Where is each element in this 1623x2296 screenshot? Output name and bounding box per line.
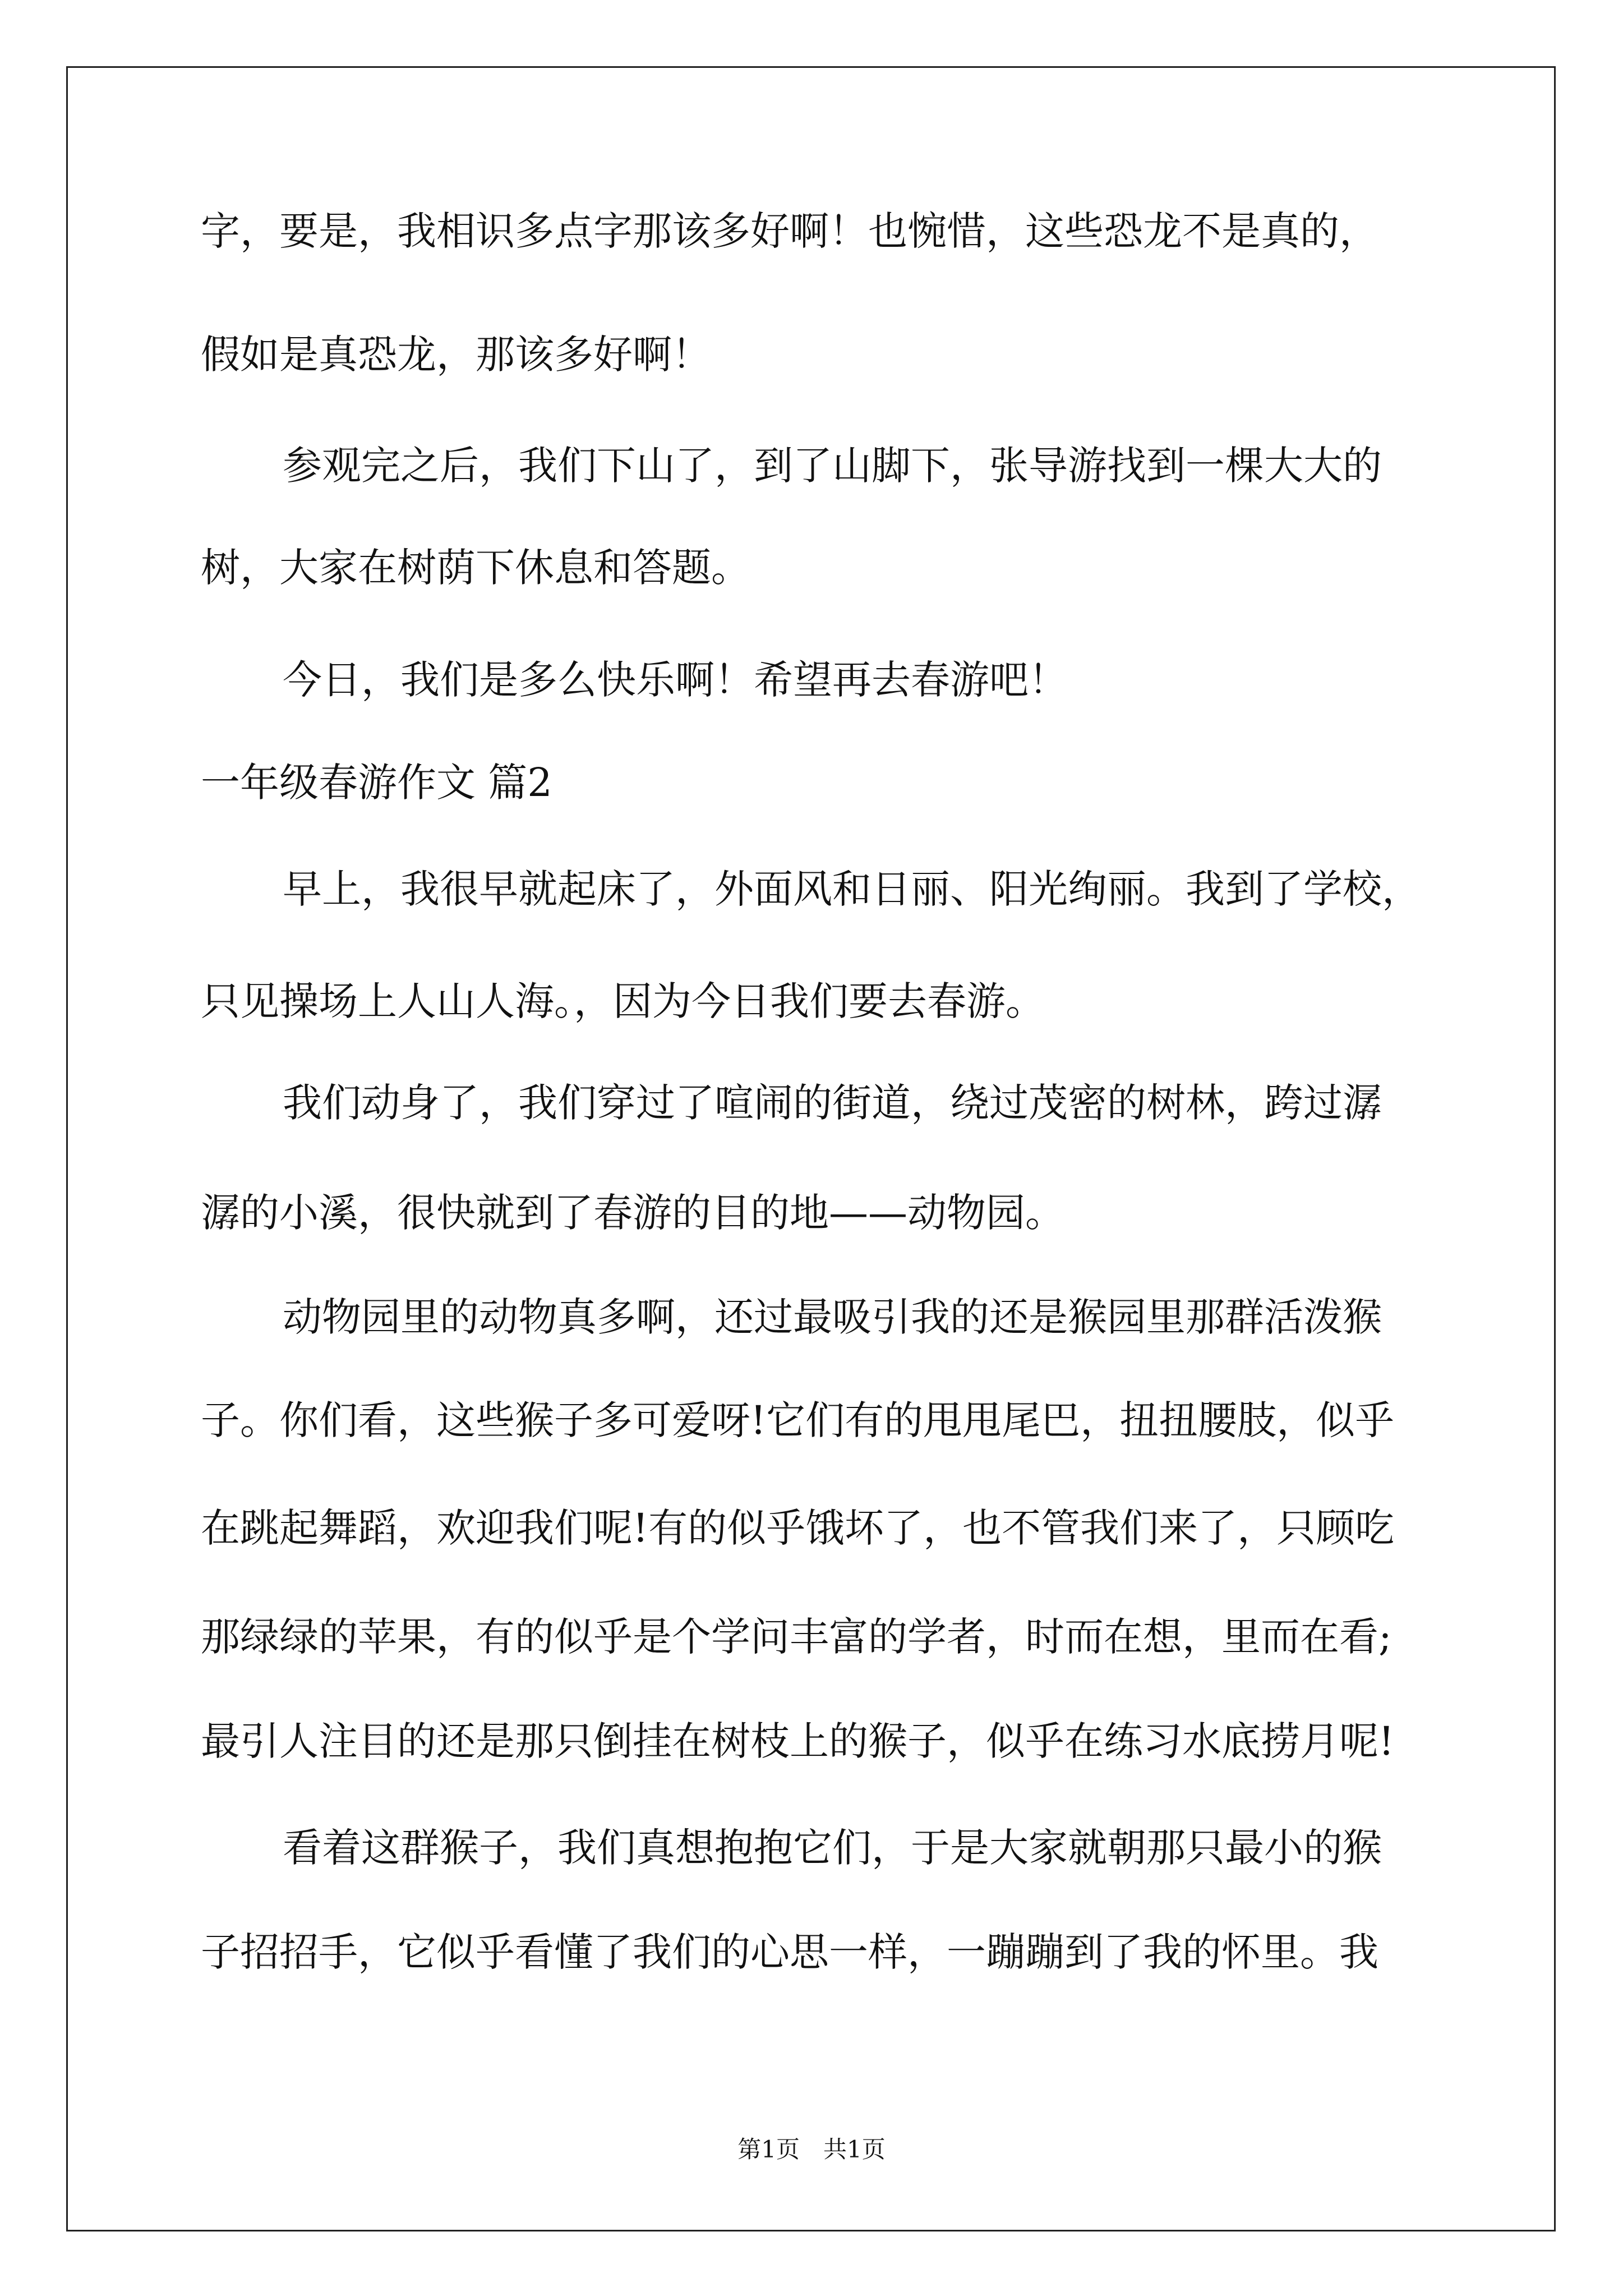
text-line-5: 今日，我们是多么快乐啊！希望再去春游吧！ (283, 657, 1068, 703)
page-total: 共1页 (823, 2136, 886, 2163)
text-line-13: 那绿绿的苹果，有的似乎是个学问丰富的学者，时而在想，里而在看; (201, 1614, 1392, 1660)
text-line-6: 早上，我很早就起床了，外面风和日丽、阳光绚丽。我到了学校， (283, 866, 1421, 912)
text-line-11: 子。你们看，这些猴子多可爱呀!它们有的甩甩尾巴，扭扭腰肢，似乎 (201, 1397, 1395, 1443)
text-line-7: 只见操场上人山人海。，因为今日我们要去春游。 (201, 978, 1045, 1024)
text-line-2: 假如是真恐龙，那该多好啊！ (201, 332, 711, 378)
text-line-4: 树，大家在树荫下休息和答题。 (201, 545, 750, 591)
text-line-1: 字，要是，我相识多点字那该多好啊！也惋惜，这些恐龙不是真的， (201, 208, 1378, 254)
text-line-9: 潺的小溪，很快就到了春游的目的地——动物园。 (201, 1190, 1064, 1236)
text-line-12: 在跳起舞蹈，欢迎我们呢!有的似乎饿坏了，也不管我们来了，只顾吃 (201, 1505, 1395, 1551)
text-line-15: 看着这群猴子，我们真想抱抱它们，于是大家就朝那只最小的猴 (283, 1825, 1382, 1871)
page-footer (0, 2133, 1623, 2166)
text-line-14: 最引人注目的还是那只倒挂在树枝上的猴子，似乎在练习水底捞月呢! (201, 1718, 1395, 1764)
text-line-10: 动物园里的动物真多啊，还过最吸引我的还是猴园里那群活泼猴 (283, 1294, 1382, 1340)
text-line-8: 我们动身了，我们穿过了喧闹的街道，绕过茂密的树林，跨过潺 (283, 1080, 1382, 1126)
page-border (66, 66, 1556, 2231)
text-line-3: 参观完之后，我们下山了，到了山脚下，张导游找到一棵大大的 (283, 443, 1382, 489)
text-line-16: 子招招手，它似乎看懂了我们的心思一样，一蹦蹦到了我的怀里。我 (201, 1929, 1378, 1975)
page-number: 第1页 (737, 2136, 800, 2163)
section-heading: 一年级春游作文 篇2 (201, 760, 552, 806)
